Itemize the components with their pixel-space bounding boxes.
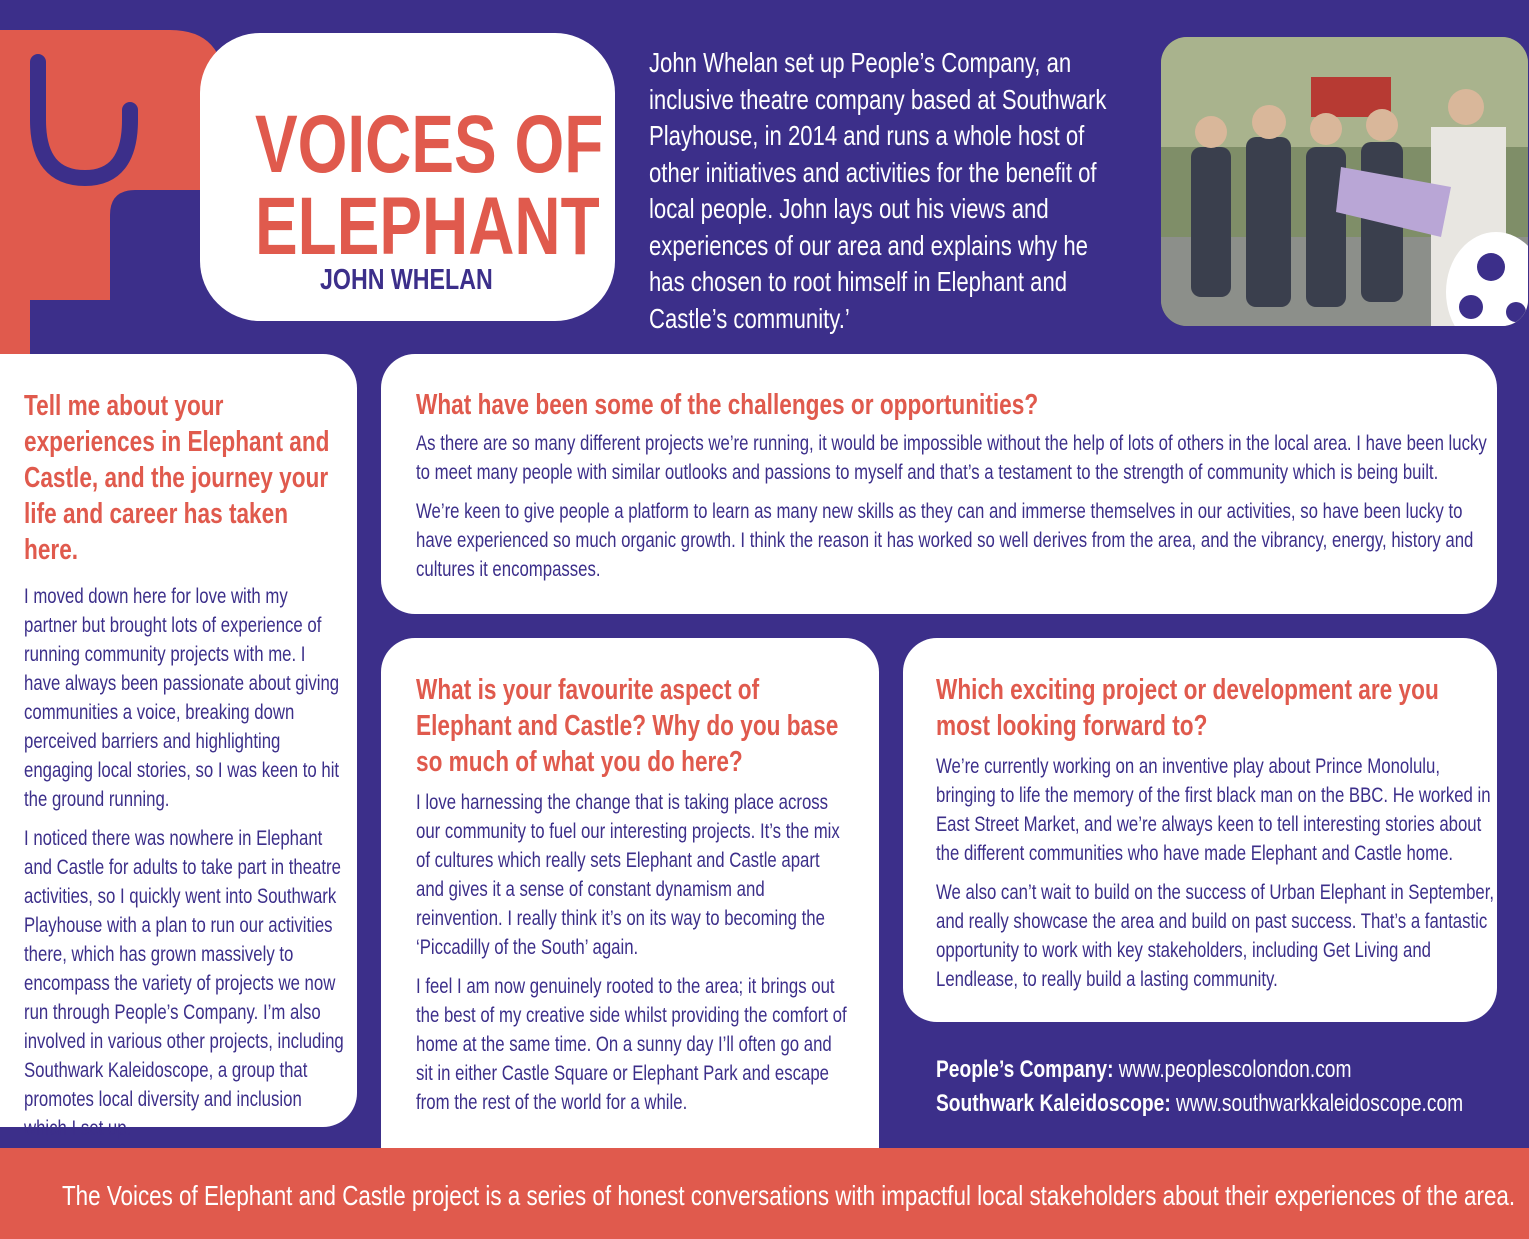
author-name: JOHN WHELAN xyxy=(320,264,493,296)
answer-paragraph: As there are so many different projects we’re running, it would be impossible without the help of lots of others in the local area. I have been lucky to meet many people with similar outlooks and passions to myself and that’s a testament to the strength of community which is being built. xyxy=(416,431,1487,484)
future-card xyxy=(903,638,1497,1022)
answer-paragraph: We’re currently working on an inventive play about Prince Monolulu, bringing to life the memory of the first black man on the BBC. He worked in East Street Market, and we’re always keen to tell interesting stories about the different communities who have made Elephant and Castle home. xyxy=(936,754,1491,865)
link-peoples-company[interactable]: People’s Company: www.peoplescolondon.com xyxy=(936,1056,1352,1083)
contact-links xyxy=(936,1053,1463,1121)
question-heading: What is your favourite aspect of Elephant and Castle? Why do you base so much of what you do here? xyxy=(416,674,839,778)
answer-paragraph: I feel I am now genuinely rooted to the area; it brings out the best of my creative side whilst providing the comfort of home at the same time. On a sunny day I’ll often go and sit in either Castle Square or Elephant Park and escape from the rest of the world for a while. xyxy=(416,974,847,1114)
answer-paragraph: I moved down here for love with my partner but brought lots of experience of running community projects with me. I have always been passionate about giving communities a voice, breaking down perceived barriers and highlighting engaging local stories, so I was keen to hit the ground running. xyxy=(24,584,340,811)
question-heading: Which exciting project or development are you most looking forward to? xyxy=(936,674,1439,742)
link-southwark-kaleidoscope[interactable]: Southwark Kaleidoscope: www.southwarkkaleidoscope.com xyxy=(936,1090,1464,1117)
footer-text: The Voices of Elephant and Castle project is a series of honest conversations with impactful local stakeholders about their experiences of the area. xyxy=(62,1180,1516,1211)
answer-paragraph: We also can’t wait to build on the success of Urban Elephant in September, and really showcase the area and build on past success. That’s a fantastic opportunity to work with key stakeholders, including Get Living and Lendlease, to really build a lasting community. xyxy=(936,880,1495,991)
challenges-card xyxy=(381,354,1497,614)
answer-paragraph: I noticed there was nowhere in Elephant and Castle for adults to take part in theatre activities, so I quickly went into Southwark Playhouse with a plan to run our activities there, which has grown massively to encompass the variety of projects we now run through People’s Company. I’m also involved in various other projects, including Southwark Kaleidoscope, a group that promotes local diversity and inclusion which I set up. xyxy=(24,826,344,1140)
answer-paragraph: We’re keen to give people a platform to learn as many new skills as they can and immerse themselves in our activities, so have been lucky to have experienced so much organic growth. I think the reason it has worked so well derives from the area, and the vibrancy, energy, history and cultures it encompasses. xyxy=(416,499,1474,581)
answer-paragraph: I love harnessing the change that is taking place across our community to fuel our interesting projects. It’s the mix of cultures which really sets Elephant and Castle apart and gives it a sense of constant dynamism and reinvention. I really think it’s on its way to becoming the ‘Piccadilly of the South’ again. xyxy=(416,790,840,959)
footer-banner xyxy=(0,1148,1529,1239)
favourite-card xyxy=(381,638,879,1148)
experiences-card xyxy=(0,354,357,1140)
question-heading: What have been some of the challenges or opportunities? xyxy=(416,389,1039,421)
page-title: VOICES OF ELEPHANT xyxy=(255,99,604,272)
intro-text: John Whelan set up People’s Company, an inclusive theatre company based at Southwark Playhouse, in 2014 and runs a whole host of other initiatives and activities for the benefit of local people. John lays out his views and experiences of our area and explains why he has chosen to root himself in Elephant and Castle’s community.’ xyxy=(649,47,1107,334)
question-heading: Tell me about your experiences in Elephant and Castle, and the journey your life and career has taken here. xyxy=(24,390,330,566)
group-photo xyxy=(1161,37,1528,326)
